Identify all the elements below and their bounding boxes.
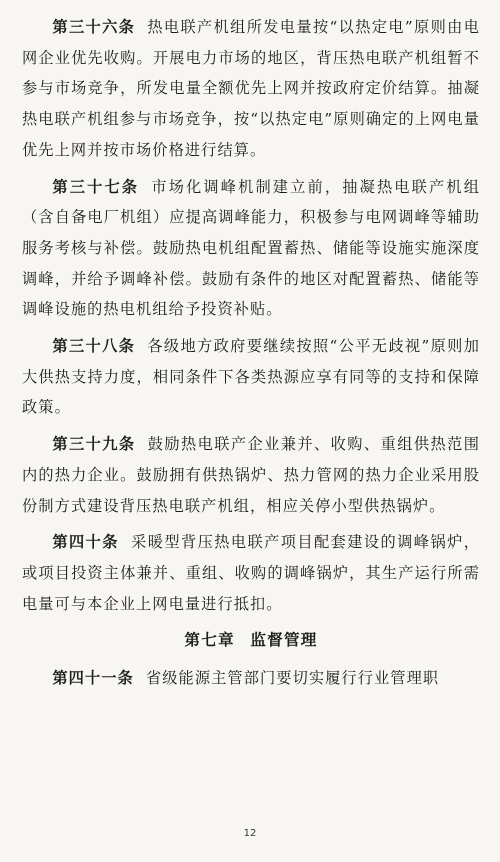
article-number: 第四十一条	[52, 669, 134, 688]
chapter-heading	[22, 625, 480, 655]
article-40	[22, 527, 480, 619]
article-text: 鼓励热电联产企业兼并、收购、重组供热范围内的热力企业。鼓励拥有供热锅炉、热力管网的热力企业采用股份制方式建设背压热电联产机组，相应关停小型供热锅炉。	[22, 435, 481, 515]
article-number: 第四十条	[52, 533, 119, 552]
article-41	[22, 663, 480, 694]
article-text: 省级能源主管部门要切实履行行业管理职	[145, 669, 440, 688]
document-body	[22, 12, 480, 700]
article-text: 市场化调峰机制建立前，抽凝热电联产机组（含自备电厂机组）应提高调峰能力，积极参与电网调峰等辅助服务考核与补偿。鼓励热电机组配置蓄热、储能等设施实施深度调峰，并给予调峰补偿。鼓励有条件的地区对配置蓄热、储能等调峰设施的热电机组给予投资补贴。	[22, 177, 481, 319]
article-number: 第三十六条	[52, 18, 136, 36]
article-number: 第三十九条	[52, 435, 136, 454]
article-number: 第三十八条	[52, 337, 136, 356]
article-text: 各级地方政府要继续按照“公平无歧视”原则加大供热支持力度，相同条件下各类热源应享有同等的支持和保障政策。	[22, 337, 481, 417]
chapter-title: 监督管理	[250, 630, 318, 650]
article-37	[22, 172, 480, 326]
article-39	[22, 429, 480, 521]
article-38	[22, 331, 480, 423]
chapter-number: 第七章	[184, 630, 235, 650]
article-text: 采暖型背压热电联产项目配套建设的调峰锅炉，或项目投资主体兼并、重组、收购的调峰锅炉，其生产运行所需电量可与本企业上网电量进行抵扣。	[22, 533, 480, 613]
article-36	[22, 12, 480, 166]
page-number: 12	[243, 828, 257, 839]
article-number: 第三十七条	[52, 177, 140, 196]
article-text: 热电联产机组所发电量按“以热定电”原则由电网企业优先收购。开展电力市场的地区，背压热电联产机组暂不参与市场竞争，所发电量全额优先上网并按政府定价结算。抽凝热电联产机组参与市场竞争，按“以热定电”原则确定的上网电量优先上网并按市场价格进行结算。	[22, 18, 481, 159]
